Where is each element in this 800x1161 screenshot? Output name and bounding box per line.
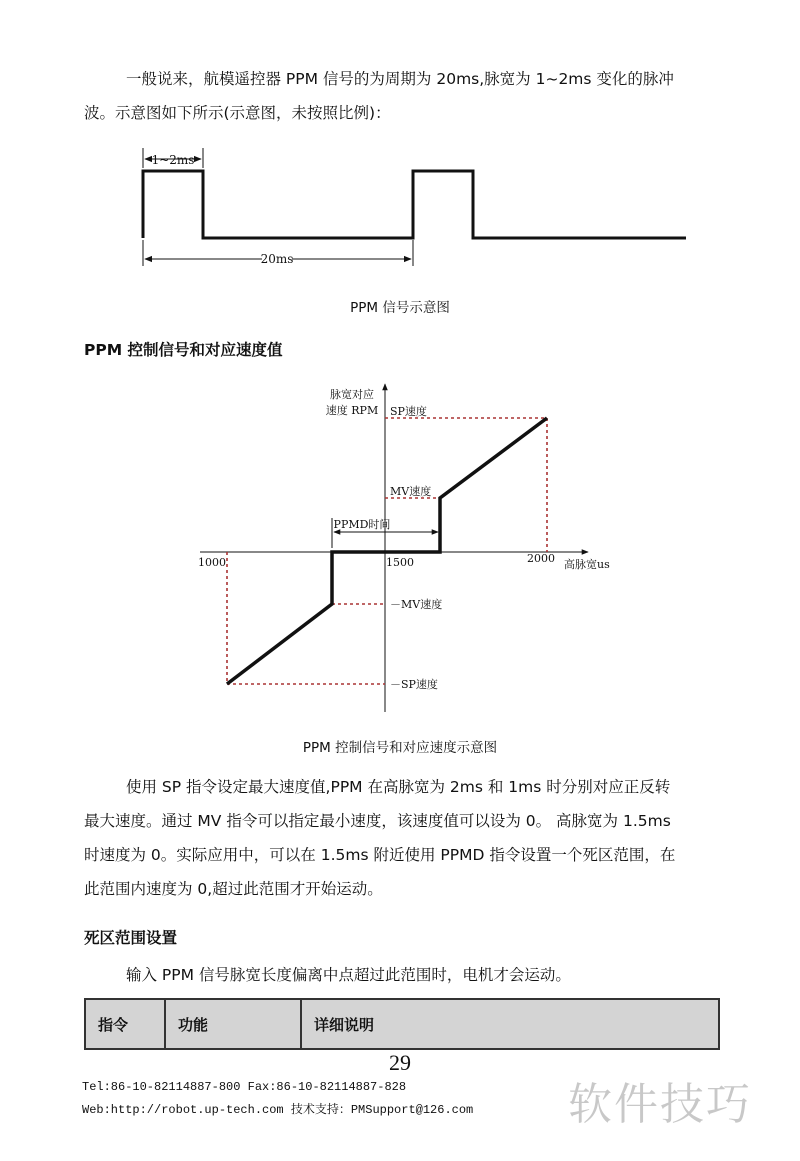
figure2-caption: PPM 控制信号和对应速度示意图: [302, 740, 498, 756]
ppmd-label: PPMD时间: [333, 518, 391, 531]
body-line-1: 使用 SP 指令设定最大速度值,PPM 在高脉宽为 2ms 和 1ms 时分别对应正反转: [126, 778, 671, 796]
mv-speed-label: MV速度: [390, 485, 432, 498]
body-line-4: 此范围内速度为 0,超过此范围才开始运动。: [84, 880, 383, 898]
footer-web: Web:http://robot.up-tech.com 技术支持：PMSupport@126.com: [82, 1103, 474, 1117]
neg-sp-speed-label: －SP速度: [390, 678, 438, 691]
ppm-speed-chart: [0, 376, 800, 716]
body-line-3: 时速度为 0。实际应用中，可以在 1.5ms 附近使用 PPMD 指令设置一个死区范围，在: [84, 846, 676, 864]
intro-line-2: 波。示意图如下所示(示意图，未按照比例)：: [84, 104, 391, 122]
section2-description: 输入 PPM 信号脉宽长度偏离中点超过此范围时，电机才会运动。: [126, 966, 571, 984]
ppm-signal-diagram: [0, 140, 800, 280]
intro-line-1: 一般说来，航模遥控器 PPM 信号的为周期为 20ms,脉宽为 1~2ms 变化的脉冲: [126, 70, 674, 88]
table-header-function: 功能: [165, 999, 301, 1049]
command-table: [84, 998, 720, 1050]
body-line-2: 最大速度。通过 MV 指令可以指定最小速度，该速度值可以设为 0。 高脉宽为 1.5ms: [84, 812, 671, 830]
section1-title: PPM 控制信号和对应速度值: [84, 341, 283, 359]
body-paragraph: [84, 770, 724, 906]
period-label: 20ms: [260, 252, 294, 266]
pulse-width-label: 1~2ms: [151, 153, 195, 167]
neg-mv-speed-label: －MV速度: [390, 598, 443, 611]
x-axis-label: 高脉宽us: [564, 558, 610, 571]
speed-curve: [227, 418, 547, 684]
sp-speed-label: SP速度: [390, 405, 427, 418]
y-axis-label-line1: 脉宽对应: [330, 388, 374, 401]
page-number: 29: [389, 1050, 411, 1075]
section2-title: 死区范围设置: [84, 929, 178, 947]
tick-1500: 1500: [386, 556, 414, 569]
tick-2000: 2000: [527, 552, 555, 565]
table-header-details: 详细说明: [301, 999, 719, 1049]
table-header-row: [85, 999, 719, 1049]
intro-paragraph: [84, 62, 724, 130]
y-axis-label-line2: 速度 RPM: [325, 404, 379, 417]
ppm-waveform: [143, 171, 686, 238]
tick-1000: 1000: [198, 556, 226, 569]
watermark: 软件技巧: [568, 1079, 752, 1130]
figure1-caption: PPM 信号示意图: [350, 300, 450, 316]
table-header-command: 指令: [85, 999, 165, 1049]
footer-contact: Tel:86-10-82114887-800 Fax:86-10-82114887-828: [82, 1080, 407, 1094]
